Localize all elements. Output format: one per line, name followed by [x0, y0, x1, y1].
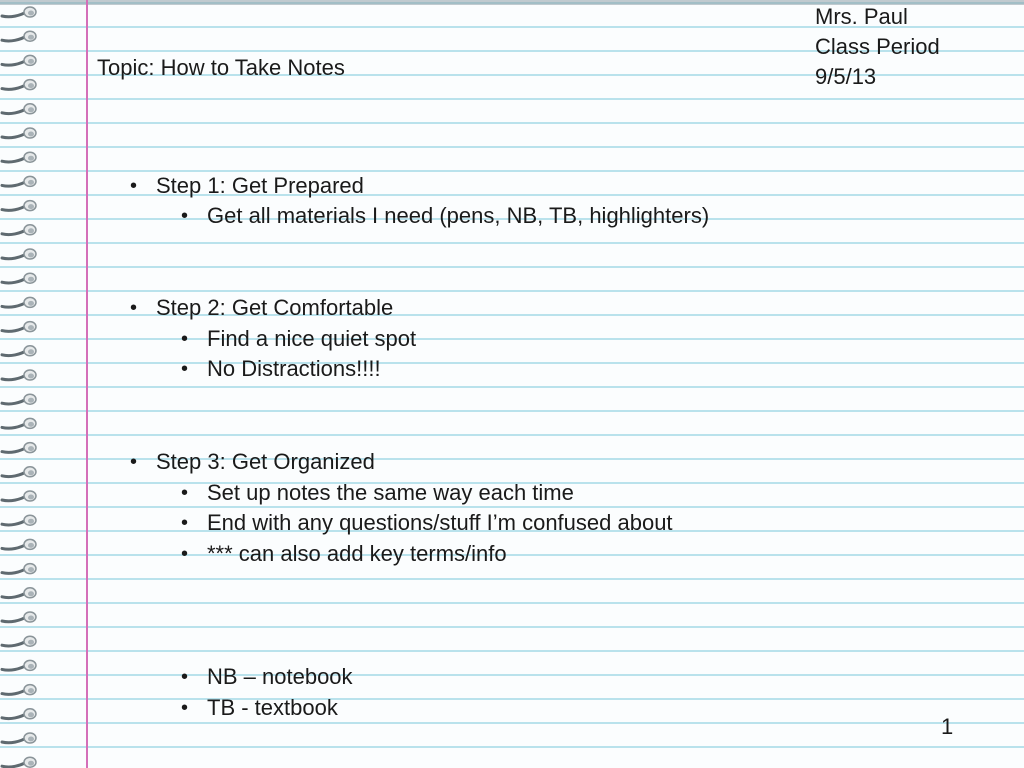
- step-3-item-key-terms: *** can also add key terms/info: [207, 541, 507, 566]
- spiral-coil: [2, 564, 36, 574]
- step-3-label: Step 3: Get Organized: [156, 449, 375, 474]
- spiral-coil: [2, 322, 36, 332]
- spiral-coil: [2, 370, 36, 380]
- spiral-coil: [2, 176, 36, 186]
- step-2-label: Step 2: Get Comfortable: [156, 295, 394, 320]
- topic-heading: Topic: How to Take Notes: [97, 55, 345, 80]
- spiral-coil: [2, 491, 36, 501]
- spiral-coil: [2, 733, 36, 743]
- step-1-label: Step 1: Get Prepared: [156, 173, 364, 198]
- teacher-name: Mrs. Paul: [815, 4, 908, 29]
- step-3-title: [130, 448, 375, 476]
- spiral-coil: [2, 418, 36, 428]
- margin-line: [86, 0, 88, 768]
- spiral-coil: [2, 636, 36, 646]
- spiral-coil: [2, 249, 36, 259]
- abbreviation-notebook: [181, 663, 353, 691]
- spiral-coil: [2, 443, 36, 453]
- abbreviation-textbook: [181, 694, 338, 722]
- bullet-icon: •: [130, 451, 138, 473]
- spiral-coil: [2, 31, 36, 41]
- spiral-coil: [2, 104, 36, 114]
- list-item: [181, 325, 417, 353]
- bullet-icon: •: [130, 297, 138, 319]
- bullet-icon: •: [181, 512, 189, 534]
- step-1-item-materials: Get all materials I need (pens, NB, TB, highlighters): [207, 203, 710, 228]
- bullet-icon: •: [181, 358, 189, 380]
- header-info: [815, 2, 940, 92]
- step-2-item-distractions: No Distractions!!!!: [207, 356, 381, 381]
- bullet-icon: •: [181, 543, 189, 565]
- list-item: [181, 540, 507, 568]
- spiral-coil: [2, 7, 36, 17]
- spiral-coil: [2, 467, 36, 477]
- spiral-coil: [2, 297, 36, 307]
- spiral-coil: [2, 539, 36, 549]
- spiral-coil: [2, 80, 36, 90]
- abbreviation-nb-label: NB – notebook: [207, 664, 353, 689]
- step-3-item-questions: End with any questions/stuff I’m confused about: [207, 510, 673, 535]
- bullet-icon: •: [130, 175, 138, 197]
- bullet-icon: •: [181, 482, 189, 504]
- spiral-coil: [2, 273, 36, 283]
- spiral-coil: [2, 225, 36, 235]
- list-item: [181, 202, 710, 230]
- class-period: Class Period: [815, 34, 940, 59]
- step-1-title: [130, 172, 364, 200]
- spiral-coil: [2, 709, 36, 719]
- spiral-coil: [2, 515, 36, 525]
- spiral-coil: [2, 612, 36, 622]
- spiral-coil: [2, 55, 36, 65]
- list-item: [181, 509, 673, 537]
- spiral-coil: [2, 394, 36, 404]
- bullet-icon: •: [181, 666, 189, 688]
- step-2-item-spot: Find a nice quiet spot: [207, 326, 417, 351]
- list-item: [181, 479, 574, 507]
- spiral-coil: [2, 685, 36, 695]
- bullet-icon: •: [181, 328, 189, 350]
- spiral-coil: [2, 588, 36, 598]
- spiral-coil: [2, 128, 36, 138]
- step-3-item-setup: Set up notes the same way each time: [207, 480, 574, 505]
- note-date: 9/5/13: [815, 64, 877, 89]
- bullet-icon: •: [181, 697, 189, 719]
- step-2-title: [130, 294, 394, 322]
- spiral-coil: [2, 201, 36, 211]
- page-number: 1: [941, 714, 954, 739]
- spiral-coil: [2, 757, 36, 767]
- spiral-coil: [2, 346, 36, 356]
- spiral-binding: [0, 0, 44, 768]
- spiral-coil: [2, 660, 36, 670]
- abbreviation-tb-label: TB - textbook: [207, 695, 338, 720]
- list-item: [181, 355, 381, 383]
- spiral-coil: [2, 152, 36, 162]
- bullet-icon: •: [181, 205, 189, 227]
